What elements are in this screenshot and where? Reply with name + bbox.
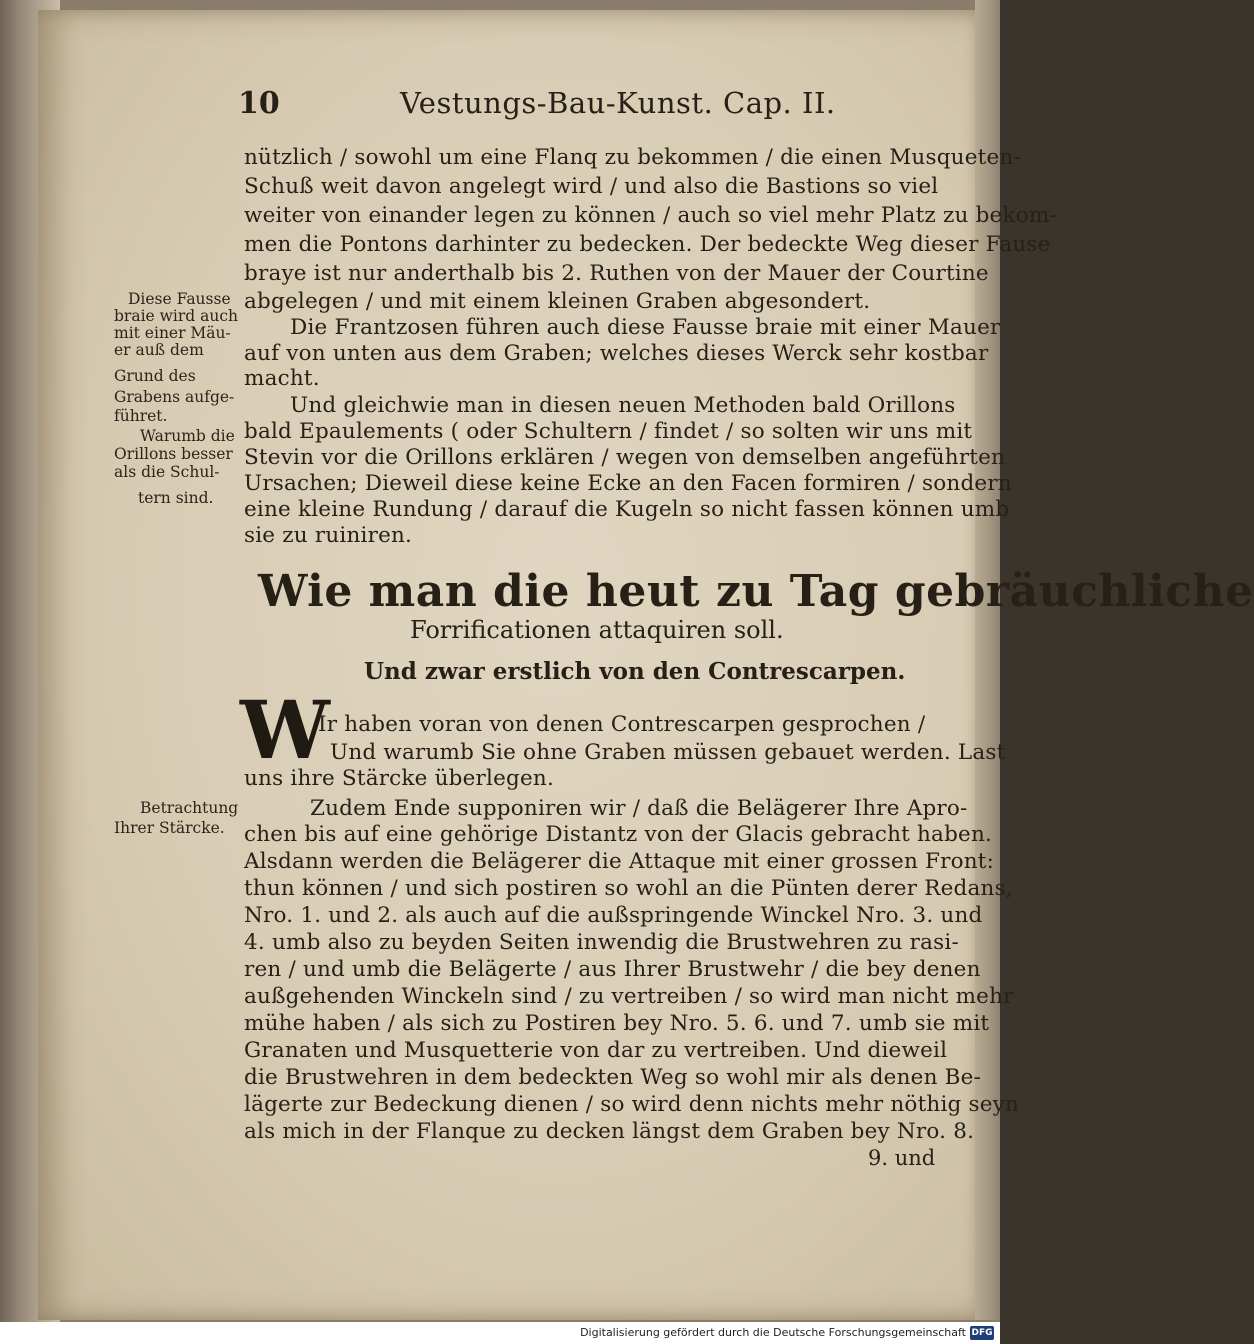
margin-note-line: Diese Fausse	[128, 290, 231, 308]
body-line: nützlich / sowohl um eine Flanq zu bekommen / die einen Musqueten-	[244, 145, 1021, 170]
drop-cap: W	[240, 683, 330, 777]
body-line: außgehenden Winckeln sind / zu vertreiben / so wird man nicht mehr	[244, 984, 1014, 1009]
margin-note-line: Warumb die	[140, 427, 235, 445]
margin-note-line: als die Schul-	[114, 463, 220, 481]
body-line: Stevin vor die Orillons erklären / wegen von demselben angeführten	[244, 445, 1006, 470]
margin-note-line: Ihrer Stärcke.	[114, 819, 225, 837]
body-line: Zudem Ende supponiren wir / daß die Belägerer Ihre Apro-	[310, 796, 968, 821]
body-line: Die Frantzosen führen auch diese Fausse braie mit einer Mauer	[290, 315, 1001, 340]
margin-note-line: mit einer Mäu-	[114, 324, 231, 342]
body-line: sie zu ruiniren.	[244, 523, 413, 548]
section-heading: Wie man die heut zu Tag gebräuchliche	[258, 566, 1254, 617]
body-line: eine kleine Rundung / darauf die Kugeln so nicht fassen können umb	[244, 497, 1010, 522]
body-line: Alsdann werden die Belägerer die Attaque mit einer grossen Front:	[244, 849, 995, 874]
page-edge	[975, 0, 1000, 1320]
body-line: auf von unten aus dem Graben; welches dieses Werck sehr kostbar	[244, 341, 989, 366]
body-line: Ursachen; Dieweil diese keine Ecke an den Facen formiren / sondern	[244, 471, 1012, 496]
body-line: Und warumb Sie ohne Graben müssen gebauet werden. Last	[330, 740, 1006, 765]
margin-note-line: führet.	[114, 407, 168, 425]
body-line: Nro. 1. und 2. als auch auf die außspringende Winckel Nro. 3. und	[244, 903, 983, 928]
running-head: Vestungs-Bau-Kunst. Cap. II.	[400, 86, 836, 120]
body-line: men die Pontons darhinter zu bedecken. Der bedeckte Weg dieser Fause	[244, 232, 1051, 257]
dfg-logo-icon: DFG	[971, 1328, 993, 1338]
body-line: abgelegen / und mit einem kleinen Graben abgesondert.	[244, 289, 871, 314]
margin-note-line: braie wird auch	[114, 307, 238, 325]
body-line: 4. umb also zu beyden Seiten inwendig die Brustwehren zu rasi-	[244, 930, 959, 955]
body-line: Ir haben voran von denen Contrescarpen gesprochen /	[318, 712, 926, 737]
digitization-credit: Digitalisierung gefördert durch die Deutsche Forschungsgemeinschaft	[580, 1326, 966, 1339]
section-subheading: Forrificationen attaquiren soll.	[410, 616, 784, 644]
body-line: Schuß weit davon angelegt wird / und also die Bastions so viel	[244, 174, 939, 199]
margin-note-line: tern sind.	[138, 489, 214, 507]
page-number: 10	[238, 86, 280, 121]
margin-note-line: er auß dem	[114, 341, 204, 359]
body-line: thun können / und sich postiren so wohl an die Pünten derer Redans,	[244, 876, 1013, 901]
body-line: macht.	[244, 366, 320, 391]
margin-note-line: Grund des	[114, 367, 196, 385]
body-line: lägerte zur Bedeckung dienen / so wird denn nichts mehr nöthig seyn	[244, 1092, 1020, 1117]
section-subsubheading: Und zwar erstlich von den Contrescarpen.	[364, 658, 906, 685]
body-line: weiter von einander legen zu können / auch so viel mehr Platz zu bekom-	[244, 203, 1057, 228]
body-line: braye ist nur anderthalb bis 2. Ruthen von der Mauer der Courtine	[244, 261, 989, 286]
margin-note-line: Orillons besser	[114, 445, 233, 463]
catchword: 9. und	[868, 1146, 936, 1170]
body-line: ren / und umb die Belägerte / aus Ihrer Brustwehr / die bey denen	[244, 957, 981, 982]
margin-note-line: Betrachtung	[140, 799, 239, 817]
body-line: die Brustwehren in dem bedeckten Weg so wohl mir als denen Be-	[244, 1065, 982, 1090]
margin-note-line: Grabens aufge-	[114, 388, 235, 406]
body-line: uns ihre Stärcke überlegen.	[244, 766, 554, 791]
body-line: chen bis auf eine gehörige Distantz von der Glacis gebracht haben.	[244, 822, 993, 847]
body-line: mühe haben / als sich zu Postiren bey Nro. 5. 6. und 7. umb sie mit	[244, 1011, 990, 1036]
body-line: Granaten und Musquetterie von dar zu vertreiben. Und dieweil	[244, 1038, 948, 1063]
body-line: als mich in der Flanque zu decken längst dem Graben bey Nro. 8.	[244, 1119, 975, 1144]
body-line: Und gleichwie man in diesen neuen Methoden bald Orillons	[290, 393, 956, 418]
body-line: bald Epaulements ( oder Schultern / findet / so solten wir uns mit	[244, 419, 973, 444]
